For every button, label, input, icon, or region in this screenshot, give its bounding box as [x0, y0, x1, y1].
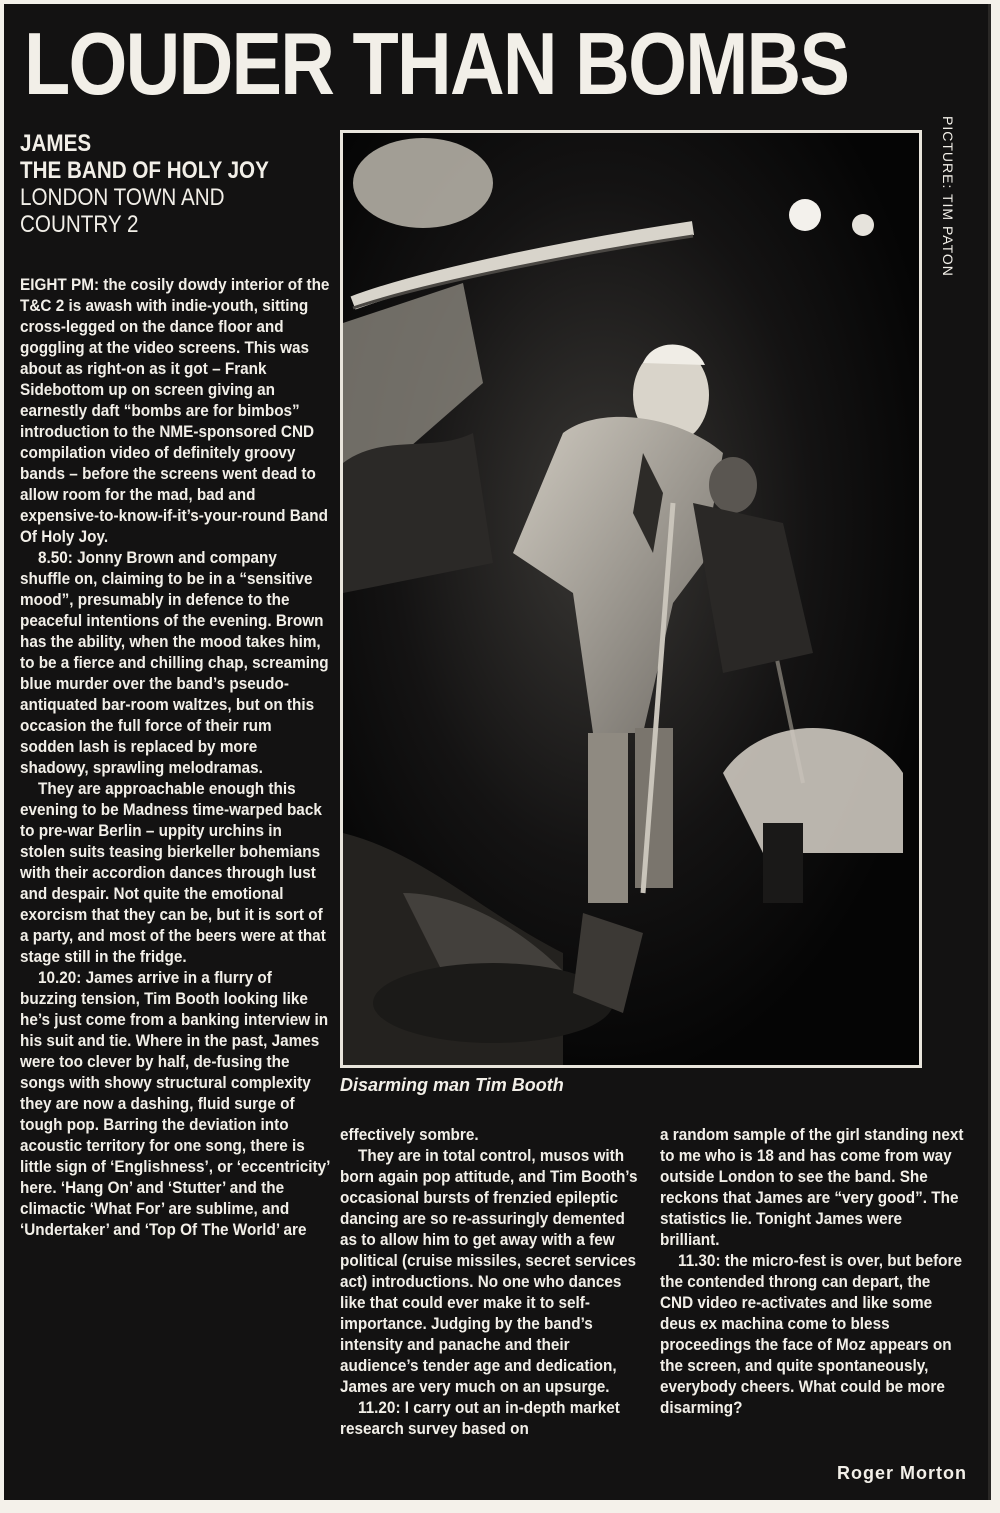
- paragraph: effectively sombre.: [340, 1125, 479, 1144]
- photo-caption: Disarming man Tim Booth: [340, 1075, 564, 1095]
- stage-light: [852, 214, 874, 236]
- concert-photo: [340, 130, 922, 1068]
- paragraph: EIGHT PM: the cosily dowdy interior of the T&C 2 is awash with indie-youth, sitting cross-legged on the dance floor and goggling at the video screens. This was about as right-on as it got – Frank Sidebottom up on screen giving an earnestly daft “bombs are for bimbos” introduction to the NME-sponsored CND compilation video of definitely groovy bands – before the screens went dead to allow room for the mad, bad and expensive-to-know-if-it’s-your-round Band Of Holy Joy.: [20, 275, 330, 546]
- paragraph: 10.20: James arrive in a flurry of buzzing tension, Tim Booth looking like he’s just come from a banking interview in his suit and tie. Where in the past, James were too clever by half, de-fusing the songs with showy structural complexity they are now a dashing, fluid surge of tough pop. Barring the deviation into acoustic territory for one song, there is little sign of ‘Englishness’, or ‘eccentricity’ here. ‘Hang On’ and ‘Stutter’ and the climactic ‘What For’ are sublime, and ‘Undertaker’ and ‘Top Of The World’ are: [20, 968, 330, 1239]
- paragraph: 11.30: the micro-fest is over, but before the contended throng can depart, the CND video re-activates and like some deus ex machina come to bless proceedings the face of Moz appears on the screen, and quite spontaneously, everybody cheers. What could be more disarming?: [660, 1251, 962, 1417]
- singer-leg: [588, 733, 628, 903]
- paragraph: 11.20: I carry out an in-depth market research survey based on: [340, 1398, 620, 1438]
- credit-band-james: JAMES: [20, 130, 92, 157]
- paragraph: They are in total control, musos with born again pop attitude, and Tim Booth’s occasional bursts of frenzied epileptic dancing are so re-assuringly demented as to allow him to get away with a few political (cruise missiles, secret services act) introductions. No one who dances like that could ever make it to self-importance. Judging by the band’s intensity and panache and their audience’s tender age and dedication, James are very much on an upsurge.: [340, 1146, 638, 1396]
- byline: Roger Morton: [837, 1463, 967, 1483]
- credit-venue-line1: LONDON TOWN AND: [20, 184, 225, 211]
- photo-credit: PICTURE: TIM PATON: [940, 116, 956, 277]
- credit-venue-line2: COUNTRY 2: [20, 211, 139, 238]
- article-column-2: [340, 1124, 640, 1439]
- article-column-1: [20, 274, 330, 1240]
- photo-illustration: [343, 133, 919, 1065]
- paragraph: They are approachable enough this evening to be Madness time-warped back to pre-war Berlin – uppity urchins in stolen suits teasing bierkeller bohemians with their accordion dances through lust and despair. Not quite the emotional exorcism that they can be, but it is sort of a party, and most of the beers were at that stage still in the fridge.: [20, 779, 326, 966]
- gig-credits: [20, 130, 330, 238]
- headline: LOUDER THAN BOMBS: [24, 14, 849, 113]
- article-column-3: [660, 1124, 965, 1418]
- credit-band-holy-joy: THE BAND OF HOLY JOY: [20, 157, 269, 184]
- paragraph: 8.50: Jonny Brown and company shuffle on, claiming to be in a “sensitive mood”, presumably in defence to the peaceful intentions of the evening. Brown has the ability, when the mood takes him, to be a fierce and chilling chap, screaming blue murder over the band’s pseudo-antiquated bar-room waltzes, but on this occasion the full force of their rum sodden lash is replaced by more shadowy, sprawling melodramas.: [20, 548, 329, 777]
- guitarist-figure: [353, 138, 493, 228]
- paragraph: a random sample of the girl standing next to me who is 18 and has come from way outside London to see the band. She reckons that James are “very good”. The statistics lie. Tonight James were brilliant.: [660, 1125, 964, 1249]
- stage-light: [789, 199, 821, 231]
